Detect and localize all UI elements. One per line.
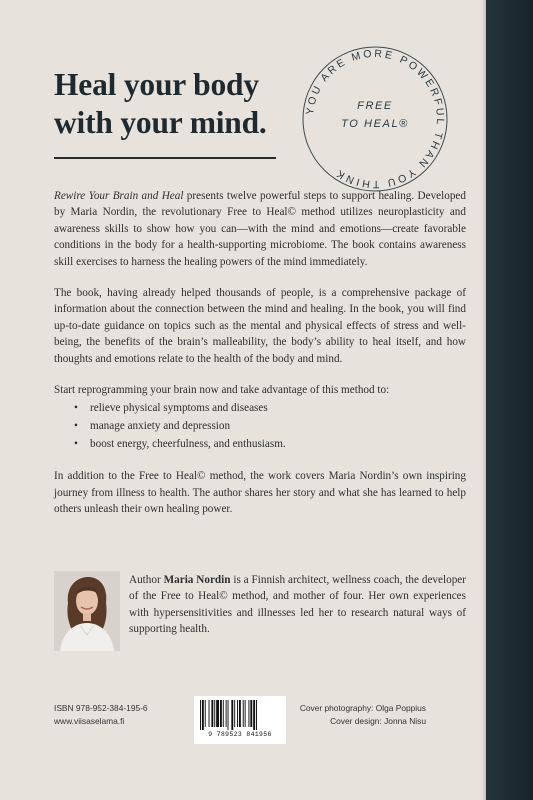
- isbn-number: ISBN 978-952-384-195-6: [54, 703, 148, 713]
- isbn-block: [54, 702, 148, 727]
- description: [54, 188, 466, 532]
- author-bio: [129, 572, 466, 638]
- credits: [300, 702, 426, 727]
- badge-ring-text: YOU ARE MORE POWERFUL THAN YOU THINK: [304, 47, 447, 191]
- barcode-bar: [216, 700, 219, 727]
- barcode-bar: [211, 700, 213, 727]
- author-bio-text: is a Finnish architect, wellness coach, the developer of the Free to Heal© method, and mother of four. Her own experiences with hypersensitivities and illnesses led her to research natural ways of supporting health.: [129, 574, 466, 636]
- barcode-bar: [205, 700, 206, 727]
- author-prefix: Author: [129, 574, 164, 586]
- headline: [54, 66, 304, 142]
- headline-line-1: Heal your body: [54, 67, 259, 102]
- barcode-bar: [248, 700, 249, 727]
- list-item: • relieve physical symptoms and diseases: [54, 400, 466, 418]
- publisher-website: www.viisaselama.fi: [54, 715, 125, 726]
- paragraph-3: Start reprogramming your brain now and take advantage of this method to:: [54, 384, 390, 397]
- barcode-bar: [200, 700, 201, 730]
- benefits-list: [54, 400, 466, 453]
- book-title: Rewire Your Brain and Heal: [54, 190, 184, 202]
- author-portrait-icon: [54, 571, 120, 651]
- barcode-bar: [245, 700, 246, 727]
- barcode-bar: [226, 700, 227, 727]
- barcode: [194, 696, 286, 744]
- barcode-bars-icon: [200, 700, 280, 730]
- headline-divider: [54, 157, 276, 159]
- paragraph-2: The book, having already helped thousands of people, is a comprehensive package of information about the connection between the mind and healing. In the book, you will find up-to-date guidance on topics such as the mental and physical effects of stress and well-being, the benefits of the brain’s malleability, the body’s ability to heal itself, and how thoughts and emotions relate to the health of the body and mind.: [54, 287, 466, 365]
- badge-center-line-1: FREE: [357, 100, 393, 112]
- badge-center-text: [300, 97, 450, 133]
- headline-line-2: with your mind.: [54, 105, 267, 140]
- barcode-bar: [243, 700, 244, 727]
- paragraph-1: [54, 188, 466, 270]
- barcode-digits: 9 789523 841956: [208, 731, 272, 738]
- cover-photography-credit: Cover photography: Olga Poppius: [299, 703, 426, 713]
- free-to-heal-badge: [300, 44, 450, 194]
- barcode-bar: [202, 700, 204, 730]
- paragraph-4: In addition to the Free to Heal© method, the work covers Maria Nordin’s own inspiring journey from illness to health. The author shares her story and what she has learned to help others unleash their own healing power.: [54, 470, 466, 516]
- badge-center-line-2: TO HEAL®: [341, 118, 409, 130]
- barcode-bar: [228, 700, 229, 730]
- paragraph-1-text: presents twelve powerful steps to support healing. Developed by Maria Nordin, the revolutionary Free to Heal© method utilizes neuroplasticity and awareness skills to show how you can—with the mind and emotions—create favorable conditions in the body for a health-supporting microbiome. The book contains awareness skill exercises to harness the healing powers of the mind immediately.: [54, 190, 466, 268]
- barcode-bar: [220, 700, 222, 727]
- barcode-bar: [256, 700, 257, 730]
- list-item: • manage anxiety and depression: [54, 418, 466, 436]
- barcode-bar: [239, 700, 241, 727]
- barcode-bar: [234, 700, 235, 727]
- barcode-bar: [209, 700, 210, 727]
- author-name: Maria Nordin: [163, 574, 231, 586]
- barcode-bar: [223, 700, 224, 727]
- list-item: • boost energy, cheerfulness, and enthusiasm.: [54, 436, 466, 454]
- barcode-bar: [253, 700, 255, 730]
- barcode-bar: [237, 700, 238, 727]
- barcode-bar: [214, 700, 215, 727]
- barcode-bar: [231, 700, 233, 730]
- cover-design-credit: Cover design: Jonna Nisu: [330, 715, 426, 726]
- barcode-bar: [250, 700, 252, 727]
- book-spine: [486, 0, 533, 800]
- author-photo: [54, 571, 120, 651]
